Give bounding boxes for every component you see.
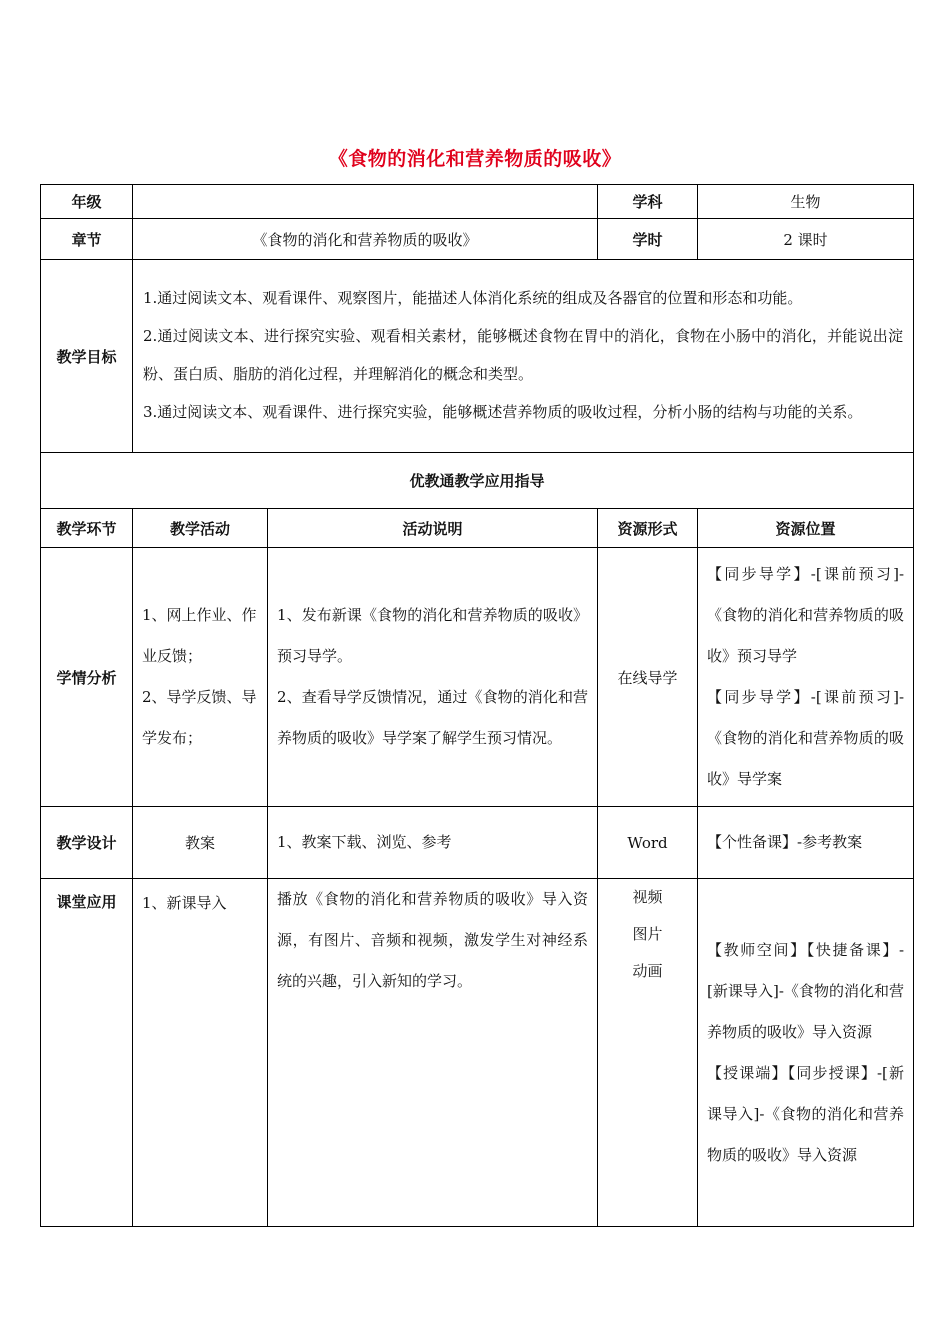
activity-line: 1、新课导入 [142, 894, 227, 912]
activity-line: 1、网上作业、作业反馈； [142, 606, 257, 665]
info-row-grade [41, 185, 914, 219]
col-header-activity: 教学活动 [133, 509, 268, 548]
lesson-plan-table [40, 184, 914, 1227]
chapter-value: 《食物的消化和营养物质的吸收》 [133, 219, 598, 260]
format-line: 在线导学 [617, 668, 678, 687]
activity-cell [133, 879, 268, 1227]
stage-cell: 课堂应用 [41, 879, 133, 1227]
col-header-description: 活动说明 [268, 509, 598, 548]
description-line: 1、教案下载、浏览、参考 [277, 833, 452, 851]
document-title: 《食物的消化和营养物质的吸收》 [328, 148, 622, 170]
format-line: Word [627, 833, 668, 852]
description-line: 播放《食物的消化和营养物质的吸收》导入资源，有图片、音频和视频，激发学生对神经系统的兴趣，引入新知的学习。 [277, 890, 589, 990]
guide-title-row [41, 453, 914, 509]
format-cell [598, 807, 698, 879]
table-row [41, 807, 914, 879]
format-line: 视频 [632, 888, 663, 906]
stage-cell: 教学设计 [41, 807, 133, 879]
col-header-stage: 教学环节 [41, 509, 133, 548]
format-cell [598, 548, 698, 807]
column-header-row [41, 509, 914, 548]
stage-cell: 学情分析 [41, 548, 133, 807]
hours-label: 学时 [598, 219, 698, 260]
objectives-row [41, 260, 914, 453]
guide-title: 优教通教学应用指导 [41, 453, 914, 509]
col-header-location: 资源位置 [698, 509, 914, 548]
activity-cell [133, 548, 268, 807]
chapter-label: 章节 [41, 219, 133, 260]
location-cell [698, 807, 914, 879]
objective-item: 2.通过阅读文本、进行探究实验、观看相关素材，能够概述食物在胃中的消化，食物在小肠中的消化，并能说出淀粉、蛋白质、脂肪的消化过程，并理解消化的概念和类型。 [143, 327, 904, 383]
subject-value: 生物 [698, 185, 914, 219]
col-header-format: 资源形式 [598, 509, 698, 548]
grade-value [133, 185, 598, 219]
subject-label: 学科 [598, 185, 698, 219]
objective-item: 3.通过阅读文本、观看课件、进行探究实验，能够概述营养物质的吸收过程，分析小肠的结构与功能的关系。 [143, 403, 863, 421]
description-cell [268, 879, 598, 1227]
format-cell [598, 879, 698, 1227]
location-line: 【授课端】【同步授课】-[新课导入]-《食物的消化和营养物质的吸收》导入资源 [707, 1063, 905, 1164]
format-line: 动画 [632, 962, 663, 980]
hours-value: 2 课时 [698, 219, 914, 260]
location-cell [698, 548, 914, 807]
activity-line: 2、导学反馈、导学发布； [142, 688, 257, 747]
format-line: 图片 [632, 925, 663, 943]
table-row [41, 548, 914, 807]
objectives-label: 教学目标 [41, 260, 133, 453]
location-cell [698, 879, 914, 1227]
description-cell [268, 807, 598, 879]
grade-label: 年级 [41, 185, 133, 219]
location-line: 【个性备课】-参考教案 [707, 833, 863, 851]
description-line: 1、发布新课《食物的消化和营养物质的吸收》预习导学。 [277, 606, 589, 665]
description-line: 2、查看导学反馈情况，通过《食物的消化和营养物质的吸收》导学案了解学生预习情况。 [277, 688, 589, 747]
activity-cell [133, 807, 268, 879]
activity-line: 教案 [184, 834, 215, 852]
location-line: 【同步导学】-[课前预习]- 《食物的消化和营养物质的吸收》导学案 [707, 688, 905, 788]
objectives-content [133, 260, 914, 453]
objective-item: 1.通过阅读文本、观看课件、观察图片，能描述人体消化系统的组成及各器官的位置和形态和功能。 [143, 289, 803, 307]
info-row-chapter [41, 219, 914, 260]
location-line: 【教师空间】【快捷备课】-[新课导入]-《食物的消化和营养物质的吸收》导入资源 [707, 940, 905, 1041]
location-line: 【同步导学】-[课前预习]- 《食物的消化和营养物质的吸收》预习导学 [707, 565, 905, 665]
table-row [41, 879, 914, 1227]
description-cell [268, 548, 598, 807]
